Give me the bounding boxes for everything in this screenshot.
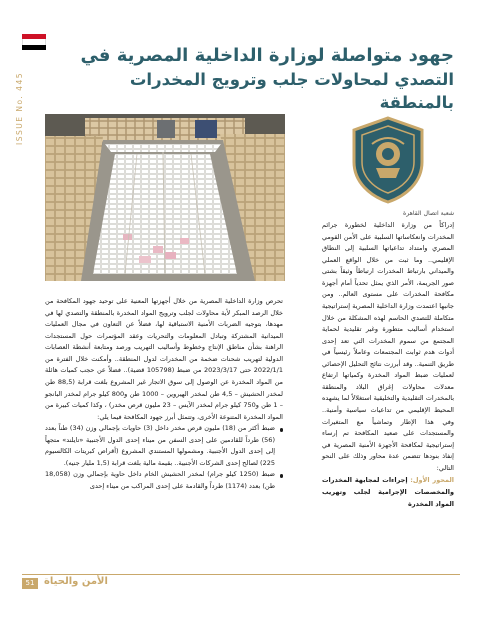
police-emblem xyxy=(322,114,454,206)
title-line-1: جهود متواصلة لوزارة الداخلية المصرية في xyxy=(80,45,454,66)
subheading-first-axis xyxy=(322,475,454,510)
subheading-text: إجراءات لمجابهة المخدرات والمخصصات الإجرامية لجلب وتهريب المواد المخدرة xyxy=(322,476,454,508)
list-item: ضبط (1250 كيلو جرام) لمخدر الحشيش الخام داخل حاوية بإجمالي وزن (18,058 طن) بعدد (1174) طرداً والقادمة على إحدى المراكب من ميناء إحدى xyxy=(45,469,275,492)
left-column xyxy=(45,296,283,493)
author-credit: شعبة اتصال القاهرة xyxy=(402,210,454,217)
right-column xyxy=(322,114,454,510)
right-column-body: إدراكاً من وزارة الداخلية لخطورة جرائم المخدرات وانعكاساتها السلبية على الأمن القومي المصري وامتداد تداعياتها السلبية إلى النطاق الإقليمي.. وما ثبت من خلال الواقع العملي والميداني بارتباط المخدرات ارتباطاً وثيقاً بشتى صور الجريمة، الأمر الذي يمثل تحدياً أمام أجهزة مكافحة المخدرات على مستوى العالم.. ومن جانبها اعتمدت وزارة الداخلية المصرية إستراتيجية متكاملة للتصدي الحاسم لهذه المشكلة من خلال استخدام أساليب متطورة وغير تقليدية لحماية المجتمع من سموم المخدرات التي تعد إحدى أدوات هدم ثوابت المجتمعات وعاملاً رئيسياً في طريق التنمية.. وقد أبرزت نتائج التحليل الإحصائي لعمليات ضبط المواد المخدرة وكمياتها ارتفاع معدلات محاولات إغراق البلاد والمنطقة بالمخدرات التقليدية والتخليقية استغلالاً لما يشهده المحيط الإقليمي من تداعيات سياسية وأمنية.. وفي هذا الإطار وتماشياً مع المتغيرات والمستجدات على صعيد المكافحة تم إرساء إستراتيجية لمكافحة الأجهزة الأمنية المصرية في إنفاذ بنودها تتضمن عدة محاور وذلك على النحو التالي: xyxy=(322,221,454,472)
subheading-label: المحور الأول: xyxy=(410,476,454,485)
list-item: ضبط أكثر من (18) مليون قرص مخدر داخل (3) حاويات بإجمالي وزن (34) طناً بعدد (56) طرداً للقادمين على إحدى السفن من ميناء إحدى الدول الأجنبية «تايلند» متجهاً إلى إحدى الدول الأجنبية. ومشمولها المستندي المشروع (أقراص كبريتات الكالسيوم 225) لصالح إحدى الشركات الأجنبية.. بقيمة مالية بلغت قرابة (1,5 مليار جنيه). xyxy=(45,423,275,469)
left-column-intro: تحرص وزارة الداخلية المصرية من خلال أجهزتها المعنية على توحيد جهود المكافحة من خلال الرصد المبكر لأية محاولات لجلب وترويج المواد المخدرة بالمنطقة والتصدي لها في مهدها، بتوجيه الضربات الأمنية الاستباقية لها، فضلاً عن التعاون في مجال العمليات الميدانية المشتركة وتبادل المعلومات والتحريات وعقد المؤتمرات حول المستجدات الراهنة بشأن مناطق الإنتاج وخطوط وأساليب التهريب ورصد ومتابعة أنشطة العصابات الدولية لتهريب شحنات ضخمة من المخدرات لدول المنطقة.. وأمكنت خلال الفترة من 2022/1/1 حتى 2023/3/17 من ضبط (105798 قضية).. فضلاً عن حجب كميات هائلة من المواد المخدرة عن الوصول إلى سوق الاتجار غير المشروع بلغت قرابة (88,5 طن لمخدر الحشيش – 4,5 طن لمخدر الهيروين – 1000 طن و800 كيلو جرام لمخدر البانجو – 1 طن و750 كيلو جرام لمخدر الآيس – 23 مليون قرص مخدر) ، وكذا كميات كبيرة من المواد المخدرة المتنوعة الأخرى، وتتمثل أبرز جهود المكافحة فيما يلي: xyxy=(45,297,284,421)
issue-label: ISSUE No. 445 xyxy=(15,72,24,145)
title-line-2: التصدي لمحاولات جلب وترويج المخدرات بالمنطقة xyxy=(129,69,454,112)
efforts-list xyxy=(45,423,283,492)
article-title xyxy=(54,44,454,114)
page-footer xyxy=(22,574,460,591)
egypt-flag xyxy=(22,34,46,50)
warehouse-photo xyxy=(45,114,285,281)
page-number: 51 xyxy=(22,578,38,589)
magazine-name: الأمن والحياة xyxy=(44,576,108,587)
